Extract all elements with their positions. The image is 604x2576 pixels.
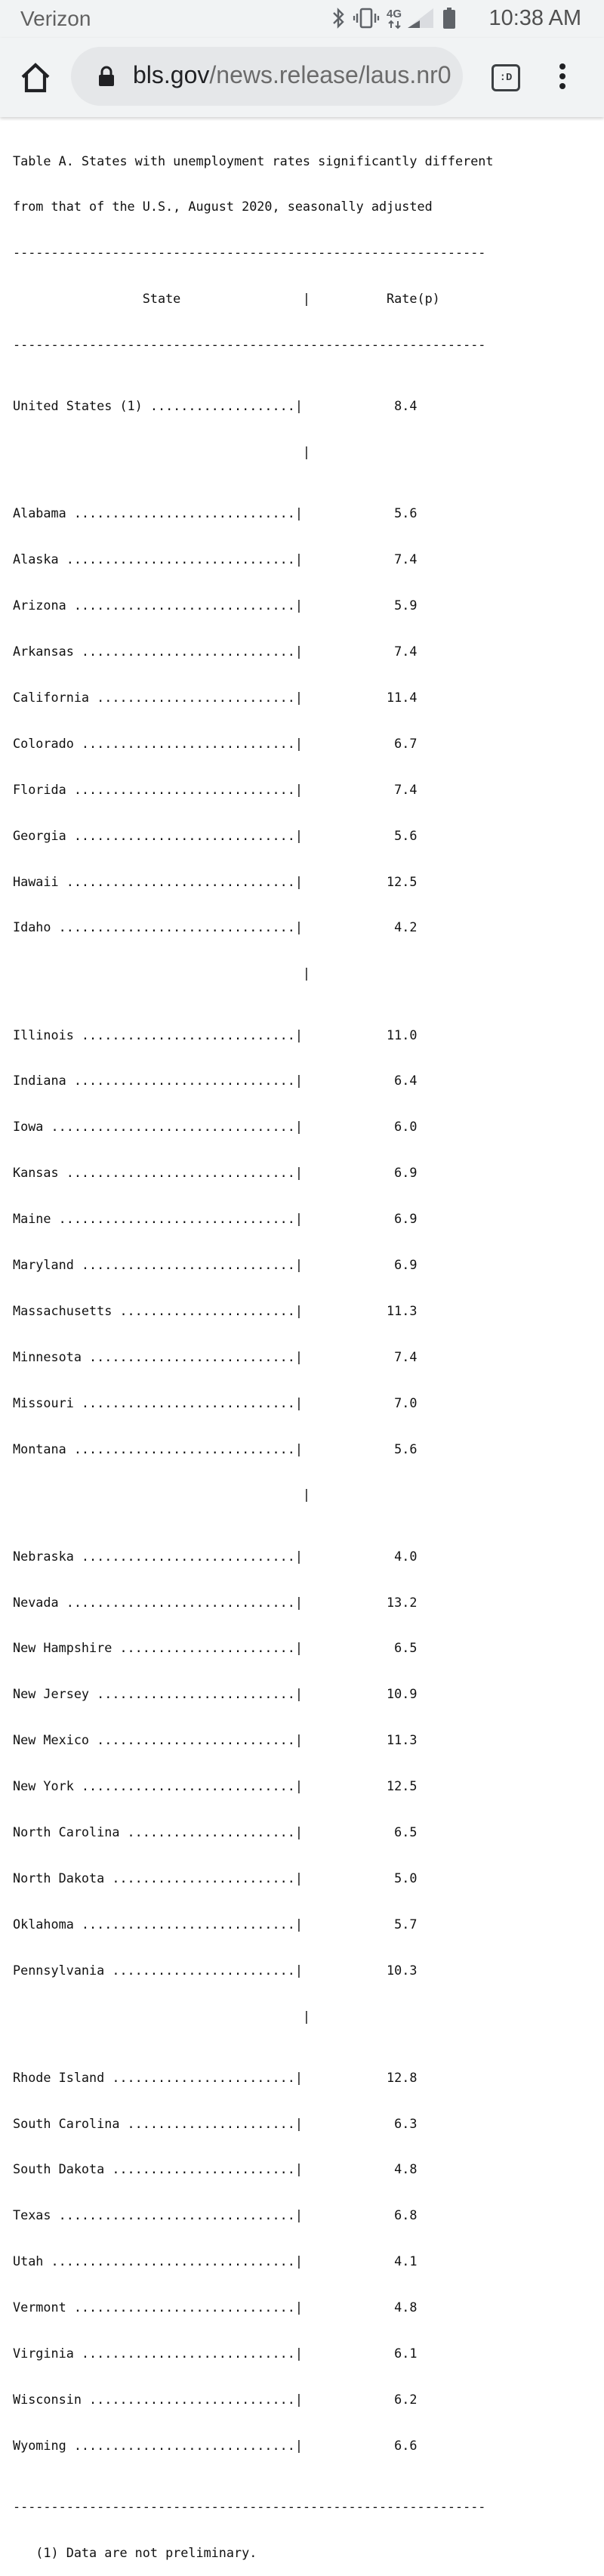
table-row: Texas ...............................| 6.8 [13, 2207, 418, 2223]
url-path: /news.release/laus.nr0 [209, 61, 451, 88]
table-row: Iowa ................................| 6.0 [13, 1119, 418, 1135]
battery-icon [442, 7, 456, 29]
more-menu-icon[interactable] [557, 63, 568, 90]
table-row: Kansas ..............................| 6.9 [13, 1165, 418, 1181]
table-row: Hawaii ..............................| 12.5 [13, 873, 418, 889]
table-divider: -------------------------------------------------------------- [13, 245, 486, 261]
table-row: Rhode Island ........................| 12.8 [13, 2069, 418, 2085]
table-footnote: (1) Data are not preliminary. [13, 2544, 257, 2560]
table-row: North Dakota ........................| 5.0 [13, 1870, 418, 1886]
table-row: Arizona .............................| 5.9 [13, 598, 418, 613]
table-row: Arkansas ............................| 7.4 [13, 644, 418, 659]
url-text [133, 61, 451, 89]
table-row: Alaska ..............................| 7.4 [13, 551, 418, 567]
table-row: Virginia ............................| 6.1 [13, 2346, 418, 2361]
table-row: South Dakota ........................| 4.8 [13, 2161, 418, 2177]
table-row: Maine ...............................| 6.9 [13, 1211, 418, 1227]
table-row: Colorado ............................| 6.7 [13, 735, 418, 751]
release-table [13, 122, 494, 2576]
table-spacer: | [13, 1487, 311, 1503]
table-row: New Hampshire .......................| 6.5 [13, 1640, 418, 1656]
table-row: Maryland ............................| 6.9 [13, 1256, 418, 1272]
table-row: California ..........................| 11.4 [13, 689, 418, 705]
table-spacer: | [13, 444, 311, 460]
table-row: Missouri ............................| 7.0 [13, 1395, 418, 1410]
table-title-line: Table A. States with unemployment rates significantly different [13, 153, 494, 168]
table-row: Florida .............................| 7.4 [13, 781, 418, 797]
table-row: New York ............................| 12.5 [13, 1778, 418, 1794]
table-divider: -------------------------------------------------------------- [13, 2499, 486, 2515]
url-domain: bls.gov [133, 61, 210, 88]
table-row: South Carolina ......................| 6.3 [13, 2115, 418, 2131]
clock: 10:38 AM [488, 6, 581, 30]
home-icon[interactable] [18, 60, 53, 95]
table-header: State | Rate(p) [13, 291, 440, 307]
table-row: Georgia .............................| 5.6 [13, 827, 418, 843]
table-row: Wyoming .............................| 6.6 [13, 2437, 418, 2453]
table-row: New Mexico ..........................| 11.3 [13, 1732, 418, 1748]
table-divider: -------------------------------------------------------------- [13, 337, 486, 353]
browser-toolbar [0, 38, 604, 117]
table-spacer: | [13, 2008, 311, 2024]
table-spacer: | [13, 965, 311, 981]
table-row: Pennsylvania ........................| 10.3 [13, 1962, 418, 1978]
carrier-name: Verizon [20, 7, 91, 30]
vibrate-icon [353, 7, 379, 29]
status-bar [0, 0, 604, 38]
table-row: Nevada ..............................| 13.2 [13, 1594, 418, 1610]
address-bar[interactable] [71, 47, 463, 106]
tab-switcher-button[interactable]: :D [492, 64, 520, 91]
table-title-line: from that of the U.S., August 2020, seasonally adjusted [13, 199, 433, 215]
table-row: United States (1) ...................| 8.4 [13, 398, 418, 414]
table-row: Massachusetts .......................| 11.3 [13, 1302, 418, 1318]
table-row: New Jersey ..........................| 10.9 [13, 1686, 418, 1702]
table-row: North Carolina ......................| 6.5 [13, 1824, 418, 1839]
table-row: Minnesota ...........................| 7.4 [13, 1348, 418, 1364]
status-icons [331, 6, 456, 30]
network-type-label: 4G [387, 8, 402, 20]
table-row: Wisconsin ...........................| 6.2 [13, 2391, 418, 2407]
lock-icon [98, 66, 115, 87]
table-row: Utah ................................| 4.1 [13, 2253, 418, 2269]
table-row: Oklahoma ............................| 5.7 [13, 1916, 418, 1932]
table-row: Idaho ...............................| 4.2 [13, 919, 418, 935]
bluetooth-icon [331, 7, 346, 29]
table-row: Vermont .............................| 4.8 [13, 2300, 418, 2315]
table-row: Indiana .............................| 6.4 [13, 1073, 418, 1089]
table-row: Alabama .............................| 5.6 [13, 505, 418, 521]
table-row: Nebraska ............................| 4.0 [13, 1548, 418, 1564]
table-row: Montana .............................| 5.6 [13, 1441, 418, 1456]
signal-4g-icon [387, 7, 435, 29]
table-row: Illinois ............................| 11.0 [13, 1027, 418, 1042]
